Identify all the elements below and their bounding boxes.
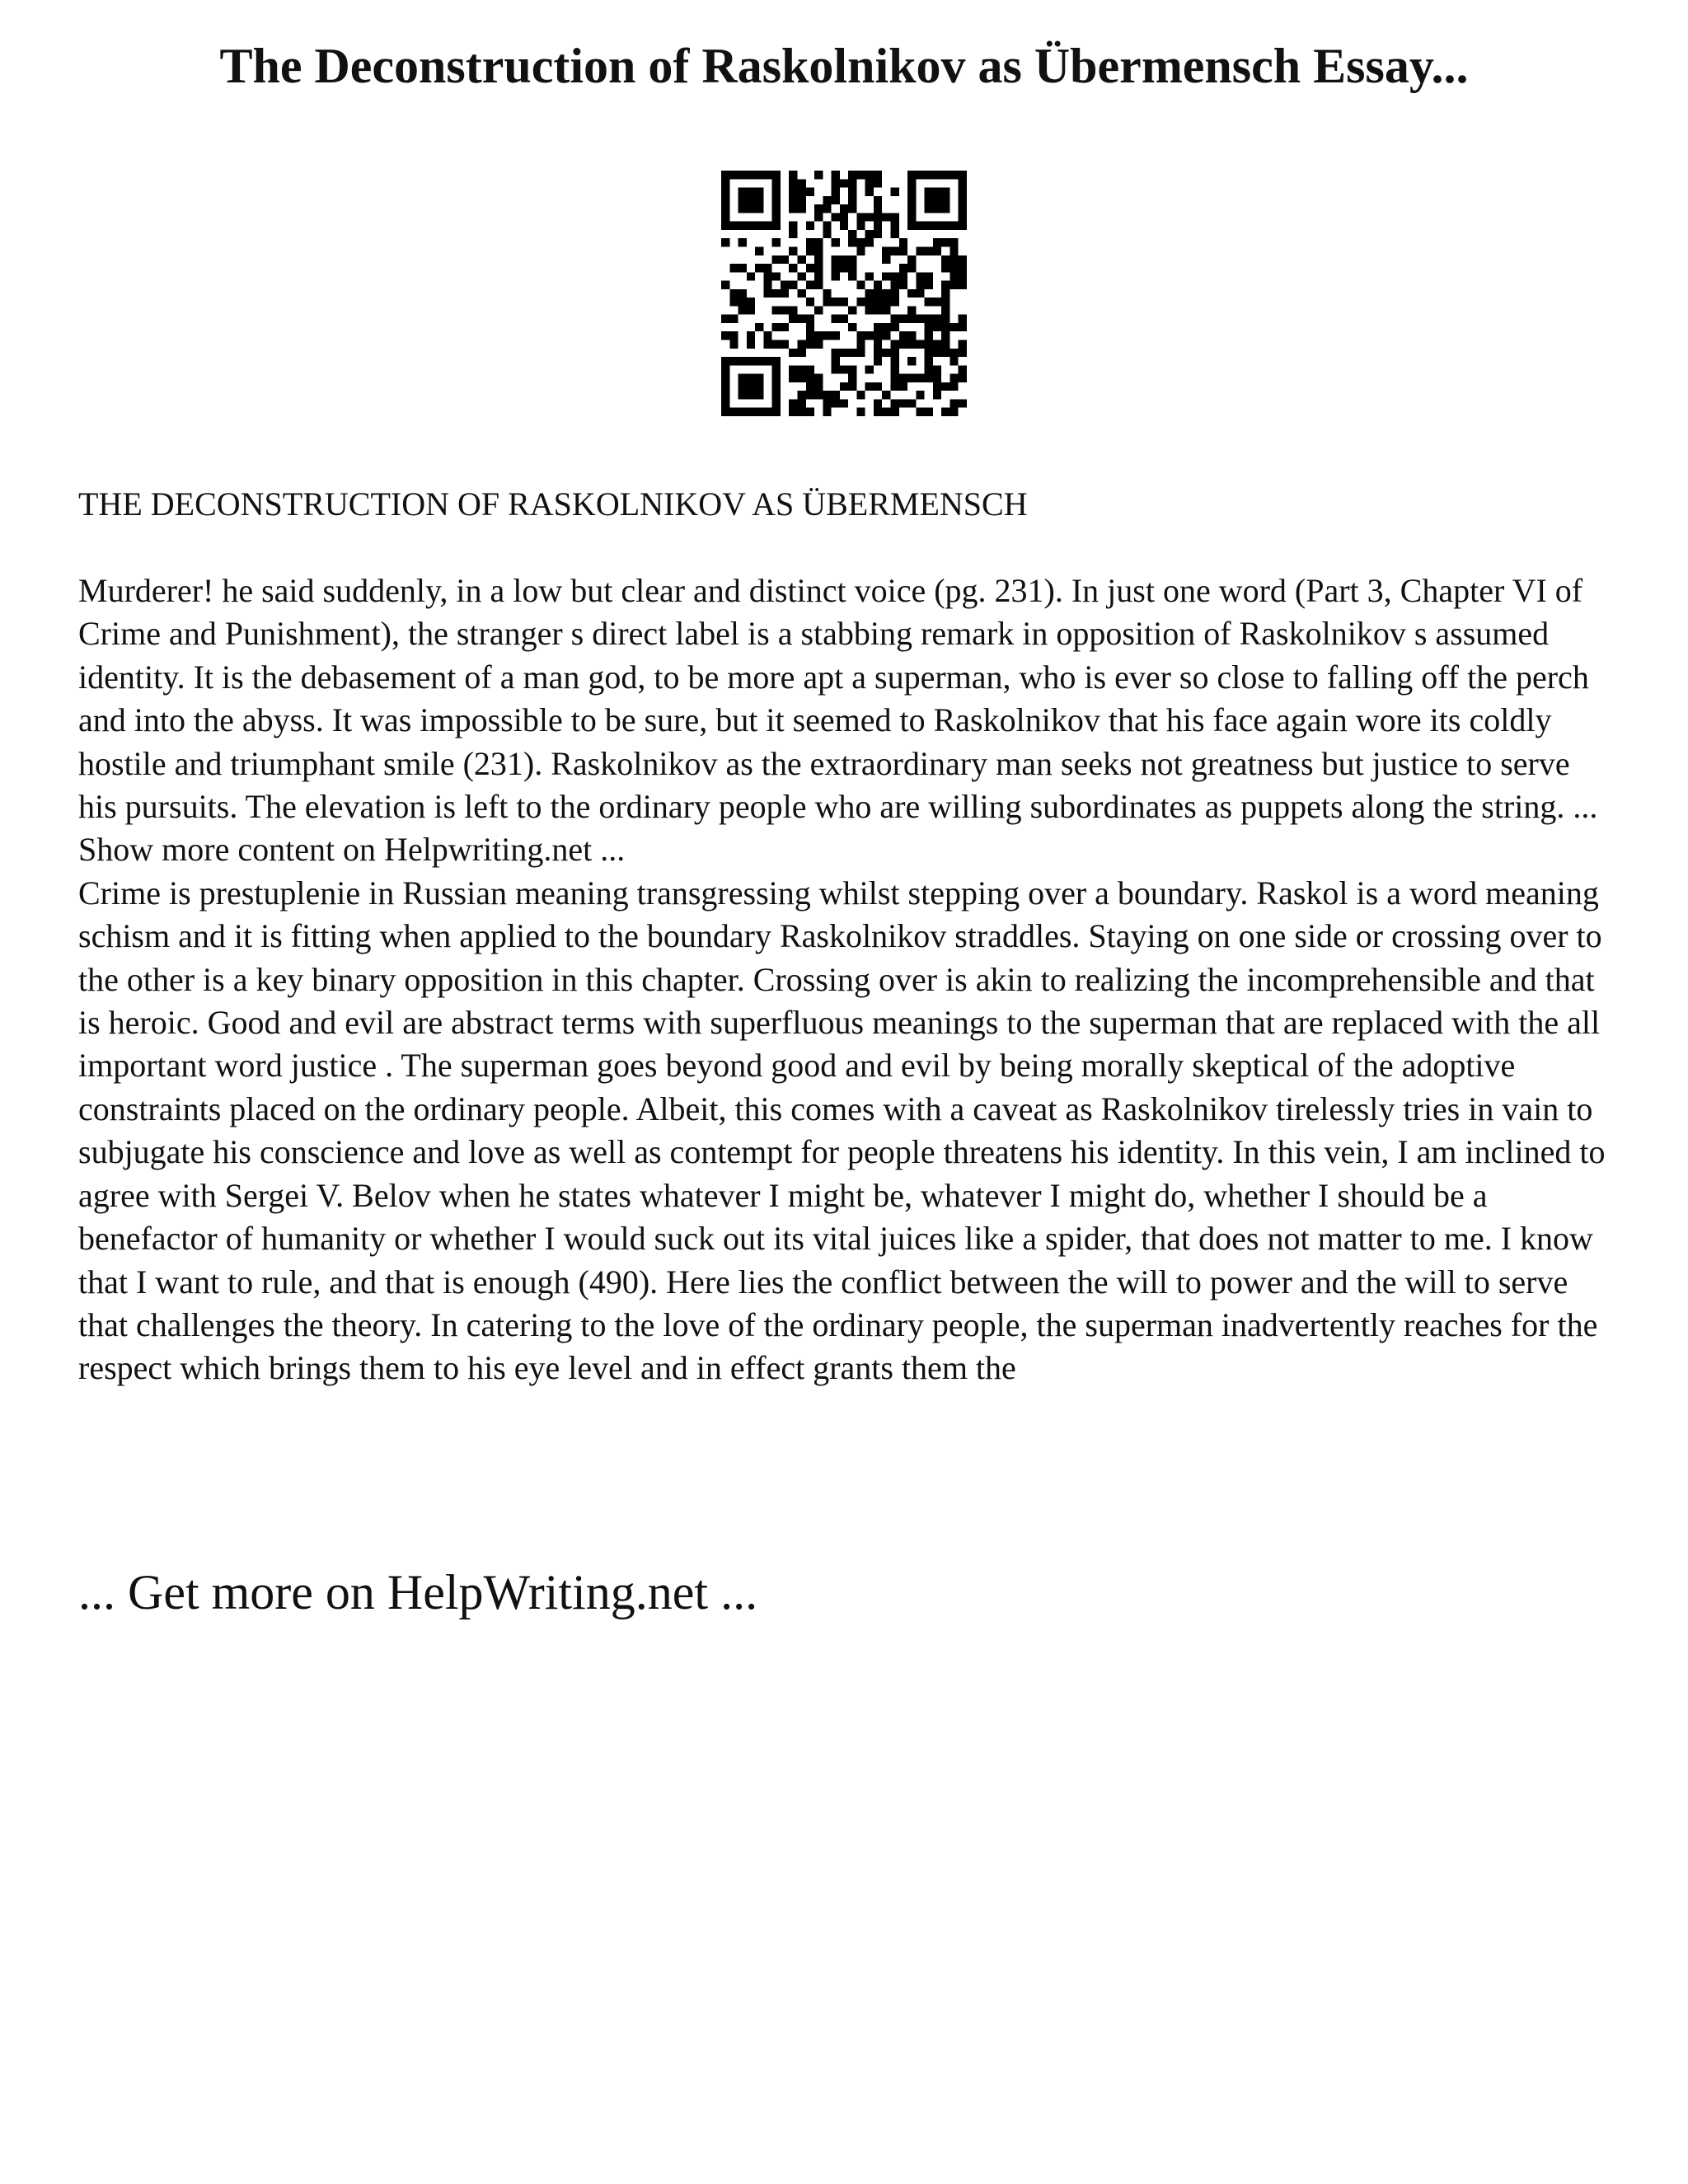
get-more-link[interactable]: ... Get more on HelpWriting.net ... <box>78 1565 758 1619</box>
essay-body <box>78 569 1615 1390</box>
qr-code-icon <box>721 171 967 416</box>
essay-paragraph: Crime is prestuplenie in Russian meaning transgressing whilst stepping over a boundary. Raskol is a word meaning schism and it is fitting when applied to the boundary Raskolnikov straddles. Staying on one side or crossing over to the other is a key binary opposition in this chapter. Crossing over is akin to realizing the incomprehensible and that is heroic. Good and evil are abstract terms with superfluous meanings to the superman that are replaced with the all important word justice . The superman goes beyond good and evil by being morally skeptical of the adoptive constraints placed on the ordinary people. Albeit, this comes with a caveat as Raskolnikov tirelessly tries in vain to subjugate his conscience and love as well as contempt for people threatens his identity. In this vein, I am inclined to agree with Sergei V. Belov when he states whatever I might be, whatever I might do, whether I should be a benefactor of humanity or whether I would suck out its vital juices like a spider, that does not matter to me. I know that I want to rule, and that is enough (490). Here lies the conflict between the will to power and the will to serve that challenges the theory. In catering to the love of the ordinary people, the superman inadvertently reaches for the respect which brings them to his eye level and in effect grants them the <box>78 874 1606 1387</box>
document-title: The Deconstruction of Raskolnikov as Übermensch Essay... <box>219 39 1469 93</box>
essay-heading: THE DECONSTRUCTION OF RASKOLNIKOV AS ÜBERMENSCH <box>78 485 1028 523</box>
essay-paragraph: Murderer! he said suddenly, in a low but clear and distinct voice (pg. 231). In just one word (Part 3, Chapter VI of Crime and Punishment), the stranger s direct label is a stabbing remark in opposition of Raskolnikov s assumed identity. It is the debasement of a man god, to be more apt a superman, who is ever so close to falling off the perch and into the abyss. It was impossible to be sure, but it seemed to Raskolnikov that his face again wore its coldly hostile and triumphant smile (231). Raskolnikov as the extraordinary man seeks not greatness but justice to serve his pursuits. The elevation is left to the ordinary people who are willing subordinates as puppets along the string. ... Show more content on Helpwriting.net ... <box>78 572 1598 869</box>
